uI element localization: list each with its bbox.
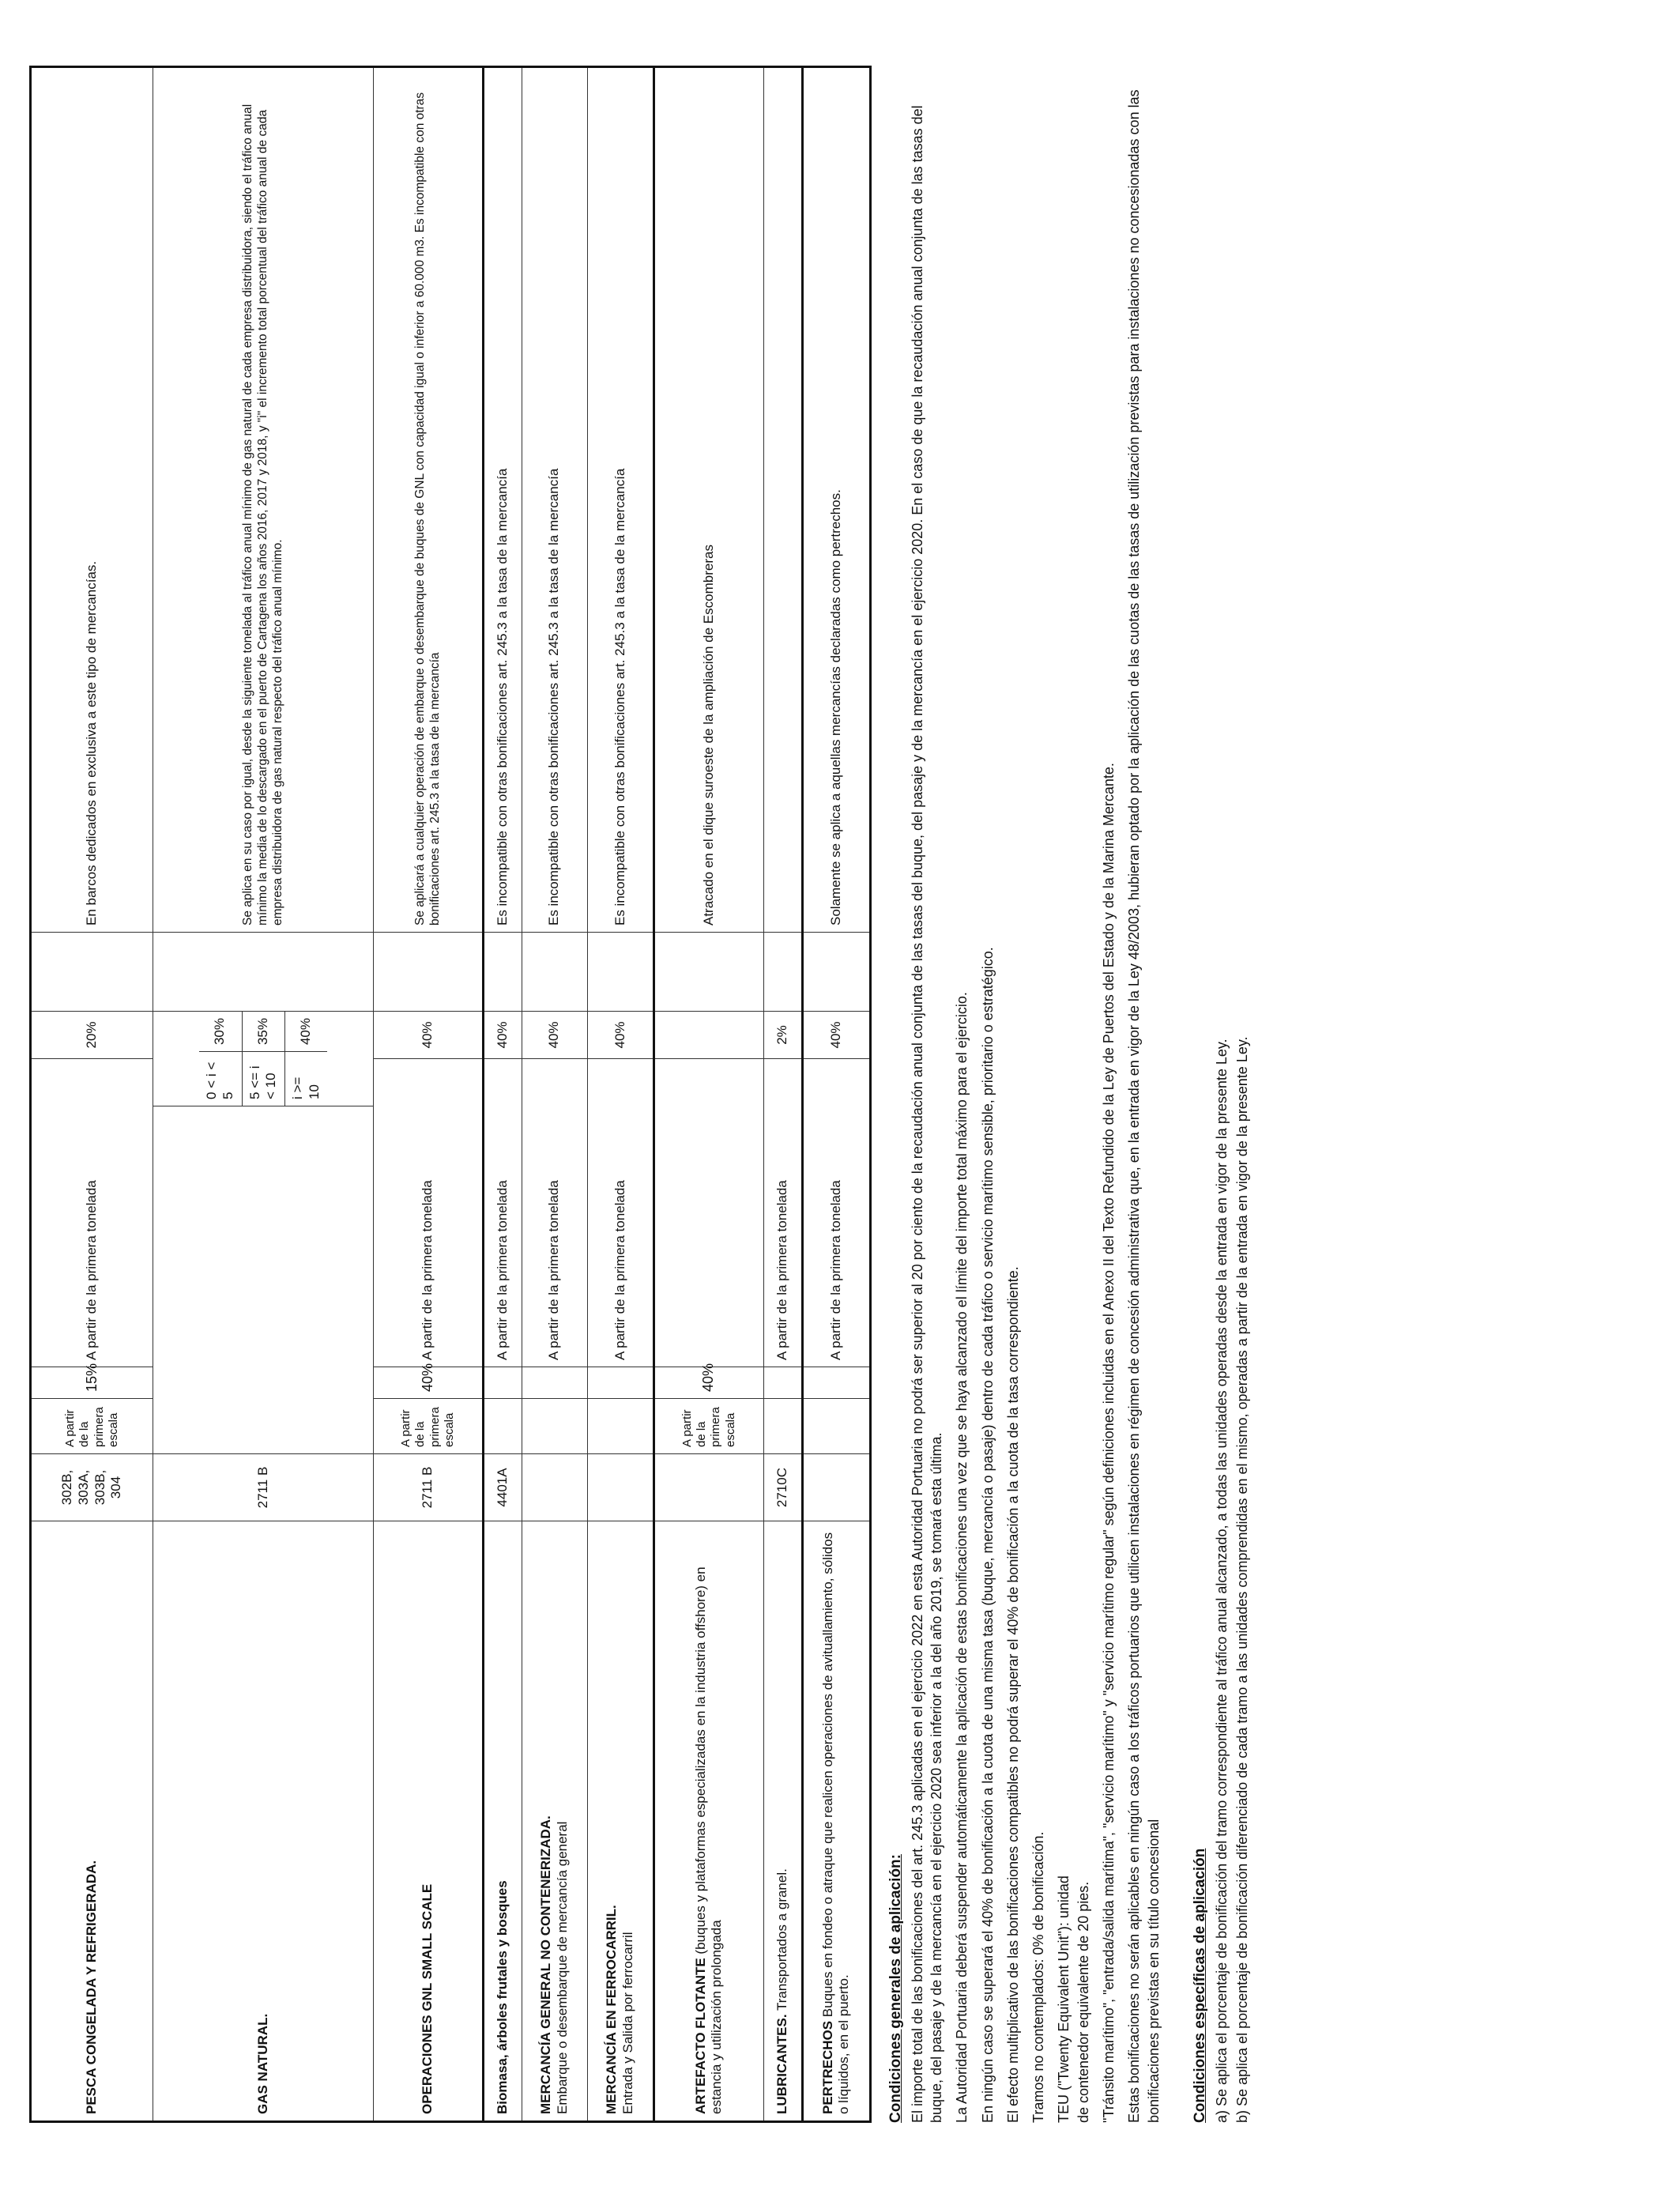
condition-cell: Solamente se aplica a aquellas mercancías declaradas como pertrechos. [802, 67, 870, 933]
row-label: OPERACIONES GNL SMALL SCALE [374, 1521, 484, 2122]
table-row [483, 67, 522, 2122]
condition-cell: Es incompatible con otras bonificaciones art. 245.3 a la tasa de la mercancía [587, 67, 654, 933]
row-label [763, 1521, 802, 2122]
pct1-cell [763, 1367, 802, 1399]
condition-cell: Se aplica en su caso por igual, desde la siguiente tonelada al tráfico anual mínimo de gas natural de cada empresa distribuidora, siendo el tráfico anual mínimo la media de lo descargado en el puerto de Cartagena los años 2016, 2017 y 2018, y "i" el incremento total porcentual del tráfico anual de cada empresa distribuidora de gas natural respecto del tráfico anual mínimo. [153, 67, 374, 933]
empty-cell [483, 933, 522, 1012]
note-paragraph: Estas bonificaciones no serán aplicables en ningún caso a los tráficos portuarios que utilicen instalaciones en régimen de concesión administrativa que, en la entrada en vigor de la Ley 48/2003, hubieran optado por la aplicación de las cuotas de las tasas de utilización previstas para instalaciones no concesionadas con las bonificaciones previstas en su título concesional [1126, 89, 1162, 2123]
gas-tiers [153, 1012, 374, 1106]
empty-cell [654, 933, 764, 1012]
pct2-cell: 40% [587, 1012, 654, 1059]
pct1-cell: 40% [374, 1367, 484, 1399]
table-row [374, 67, 484, 2122]
tier-pct: 35% [242, 1012, 284, 1052]
table-row [654, 67, 764, 2122]
row-label: PESCA CONGELADA Y REFRIGERADA. [31, 1521, 153, 2122]
table-row [763, 67, 802, 2122]
tariff-code: 2710C [763, 1454, 802, 1521]
scope-cell [802, 1399, 870, 1454]
label-main: MERCANCÍA EN FERROCARRIL. [604, 1905, 620, 2114]
pct1-cell [483, 1367, 522, 1399]
table-row [802, 67, 870, 2122]
tier-pct: 30% [199, 1012, 242, 1052]
condition-cell [763, 67, 802, 933]
scope-cell: A partir de la primera escala [654, 1399, 764, 1454]
range-cell [654, 1059, 764, 1367]
condition-cell: En barcos dedicados en exclusiva a este tipo de mercancías. [31, 67, 153, 933]
tier-range: 5 <= i < 10 [242, 1052, 284, 1106]
scope-cell [587, 1399, 654, 1454]
empty-cell [31, 933, 153, 1012]
scope-cell [763, 1399, 802, 1454]
empty-cell [763, 933, 802, 1012]
pct2-cell: 40% [522, 1012, 587, 1059]
note-paragraph: La Autoridad Portuaria deberá suspender automáticamente la aplicación de estas bonificaciones una vez que se haya alcanzado el límite del importe total máximo para el ejercicio. [954, 992, 970, 2123]
tariff-code: 2711 B [153, 1454, 374, 1521]
tariff-code [654, 1454, 764, 1521]
tariff-code [522, 1454, 587, 1521]
label-sub: Embarque o desembarque de mercancía general [554, 1821, 570, 2114]
tariff-code [587, 1454, 654, 1521]
label-inline: Transportados a granel. [774, 1868, 789, 2015]
range-cell: A partir de la primera tonelada [31, 1059, 153, 1367]
label-inline: (buques y plataformas especializadas en la industria offshore) en estancia y utilización prolongada [692, 1566, 725, 2114]
pct2-cell [654, 1012, 764, 1059]
sub-table-cell [153, 1106, 374, 1454]
notes-section [883, 68, 1253, 2123]
general-conditions-heading: Condiciones generales de aplicación: [887, 1854, 904, 2123]
range-cell: A partir de la primera tonelada [587, 1059, 654, 1367]
tier-range: 0 < i < 5 [199, 1052, 242, 1106]
row-label [522, 1521, 587, 2122]
bonus-table [29, 66, 872, 2123]
range-cell: A partir de la primera tonelada [522, 1059, 587, 1367]
label-main: LUBRICANTES. [774, 2014, 789, 2114]
empty-cell [587, 933, 654, 1012]
condition-cell: Atracado en el dique suroeste de la ampliación de Escombreras [654, 67, 764, 933]
row-label [802, 1521, 870, 2122]
condition-cell: Es incompatible con otras bonificaciones art. 245.3 a la tasa de la mercancía [522, 67, 587, 933]
empty-cell [522, 933, 587, 1012]
empty-cell [374, 933, 484, 1012]
table-row [153, 67, 374, 2122]
label-inline: Buques en fondeo o atraque que realicen operaciones de avituallamiento, sólidos o líquidos, en el puerto. [819, 1532, 852, 2114]
tariff-code: 2711 B [374, 1454, 484, 1521]
row-label [654, 1521, 764, 2122]
rotated-page [29, 49, 1651, 2145]
row-label: Biomasa, árboles frutales y bosques [483, 1521, 522, 2122]
specific-conditions-heading: Condiciones específicas de aplicación [1191, 1848, 1208, 2123]
note-paragraph: El efecto multiplicativo de las bonificaciones compatibles no podrá superar el 40% de bonificación a la cuota de la tasa correspondiente. [1004, 1266, 1021, 2123]
note-paragraph: a) Se aplica el porcentaje de bonificación del tramo correspondiente al tráfico anual alcanzado, a todas las unidades operadas desde la entrada en vigor de la presente Ley. [1213, 1039, 1230, 2123]
scope-cell [483, 1399, 522, 1454]
range-cell: A partir de la primera tonelada [802, 1059, 870, 1367]
condition-cell: Es incompatible con otras bonificaciones art. 245.3 a la tasa de la mercancía [483, 67, 522, 933]
empty-cell [802, 933, 870, 1012]
scope-cell: A partir de la primera escala [31, 1399, 153, 1454]
note-paragraph: TEU ("Twenty Equivalent Unit"): unidad de contenedor equivalente de 20 pies. [1056, 1875, 1091, 2123]
empty-cell [153, 933, 374, 1012]
pct2-cell: 40% [802, 1012, 870, 1059]
condition-cell: Se aplicará a cualquier operación de embarque o desembarque de buques de GNL con capacidad igual o inferior a 60.000 m3. Es incompatible con otras bonificaciones art. 245.3 a la tasa de la mercancía [374, 67, 484, 933]
table-row [31, 67, 153, 2122]
row-label: GAS NATURAL. [153, 1521, 374, 2122]
pct2-cell: 2% [763, 1012, 802, 1059]
pct2-cell: 40% [374, 1012, 484, 1059]
tariff-code: 302B, 303A, 303B, 304 [31, 1454, 153, 1521]
note-paragraph: Tramos no contemplados: 0% de bonificación. [1030, 1831, 1047, 2123]
tariff-code [802, 1454, 870, 1521]
scope-cell: A partir de la primera escala [374, 1399, 484, 1454]
pct2-cell: 40% [483, 1012, 522, 1059]
pct2-cell: 20% [31, 1012, 153, 1059]
table-row [522, 67, 587, 2122]
note-paragraph: El importe total de las bonificaciones del art. 245.3 aplicadas en el ejercicio 2022 en esta Autoridad Portuaria no podrá ser superior al 20 por ciento de la recaudación anual conjunta de las tasas del buque, del pasaje y de la mercancía en el ejercicio 2020. En el caso de que la recaudación anual conjunta de las tasas del buque, del pasaje y de la mercancía en el ejercicio 2020 sea inferior a la del año 2019, se tomará esta última. [909, 105, 944, 2123]
label-main: ARTEFACTO FLOTANTE [692, 1958, 708, 2114]
pct1-cell [522, 1367, 587, 1399]
range-cell: A partir de la primera tonelada [483, 1059, 522, 1367]
label-main: MERCANCÍA GENERAL NO CONTENERIZADA. [538, 1815, 554, 2114]
pct1-cell: 40% [654, 1367, 764, 1399]
pct1-cell [802, 1367, 870, 1399]
pct1-cell [587, 1367, 654, 1399]
tariff-code: 4401A [483, 1454, 522, 1521]
range-cell: A partir de la primera tonelada [374, 1059, 484, 1367]
range-cell: A partir de la primera tonelada [763, 1059, 802, 1367]
note-paragraph: b) Se aplica el porcentaje de bonificación diferenciado de cada tramo a las unidades comprendidas en el mismo, operadas a partir de la entrada en vigor de la presente Ley. [1234, 1036, 1250, 2123]
note-paragraph: "Tránsito marítimo", "entrada/salida marítima", "servicio marítimo" y "servicio marítimo regular" según definiciones incluidas en el Anexo II del Texto Refundido de la Ley de Puertos del Estado y de la Marina Mercante. [1101, 763, 1117, 2123]
tier-range: i >= 10 [289, 1076, 322, 1099]
tier-pct: 40% [284, 1012, 327, 1052]
table-row [587, 67, 654, 2122]
scope-cell [522, 1399, 587, 1454]
pct1-cell: 15% [31, 1367, 153, 1399]
label-main: PERTRECHOS [819, 2020, 835, 2114]
note-paragraph: En ningún caso se superará el 40% de bonificación a la cuota de una misma tasa (buque, mercancía o pasaje) dentro de cada tráfico o servicio marítimo sensible, prioritario o estratégico. [979, 947, 996, 2123]
row-label [587, 1521, 654, 2122]
label-sub: Entrada y Salida por ferrocarril [620, 1932, 635, 2114]
